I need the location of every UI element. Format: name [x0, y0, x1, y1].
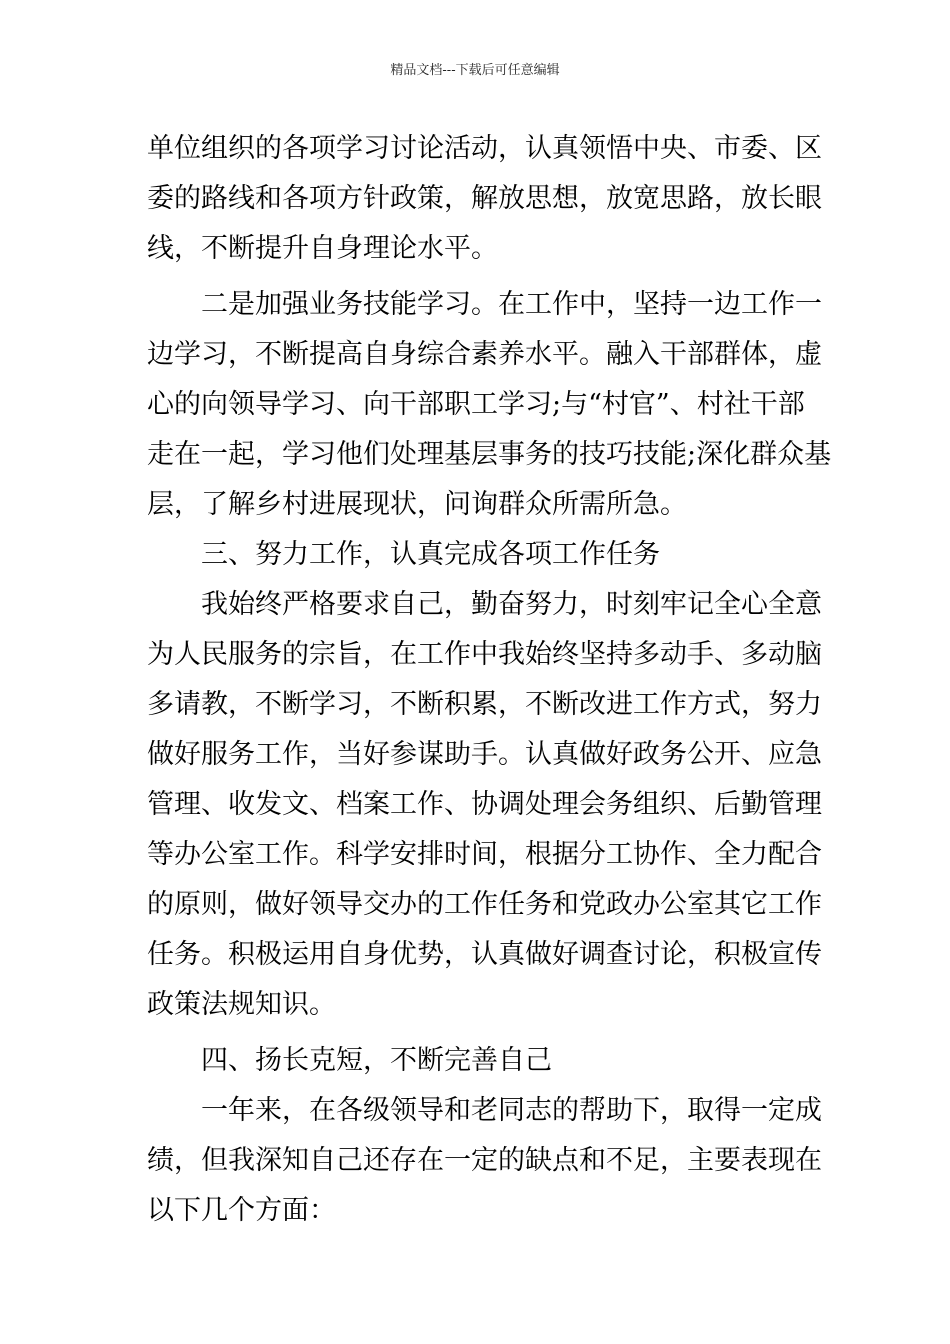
text-line: 心的向领导学习、向干部职工学习;与“村官”、村社干部 [147, 389, 805, 420]
text-line: 以下几个方面： [147, 1195, 336, 1226]
section-heading [147, 1036, 807, 1086]
paragraph [147, 124, 822, 274]
text-line: 单位组织的各项学习讨论活动，认真领悟中央、市委、区 [147, 133, 822, 164]
text-line: 走在一起，学习他们处理基层事务的技巧技能;深化群众基 [147, 439, 832, 470]
text-line: 的原则，做好领导交办的工作任务和党政办公室其它工作 [147, 889, 822, 920]
section-heading [147, 530, 807, 580]
text-line: 任务。积极运用自身优势，认真做好调查讨论，积极宣传 [147, 939, 822, 970]
text-line: 绩，但我深知自己还存在一定的缺点和不足，主要表现在 [147, 1145, 822, 1176]
text-line: 边学习，不断提高自身综合素养水平。融入干部群体，虚 [147, 339, 822, 370]
text-line: 线，不断提升自身理论水平。 [147, 233, 498, 264]
text-line: 四、扬长克短，不断完善自己 [201, 1045, 552, 1076]
page-header: 精品文档---下载后可任意编辑 [390, 63, 560, 78]
paragraph [147, 580, 822, 1030]
text-line: 三、努力工作，认真完成各项工作任务 [201, 539, 660, 570]
text-line: 等办公室工作。科学安排时间，根据分工协作、全力配合 [147, 839, 822, 870]
text-line: 做好服务工作，当好参谋助手。认真做好政务公开、应急 [147, 739, 822, 770]
document-body [147, 124, 832, 1236]
text-line: 委的路线和各项方针政策，解放思想，放宽思路，放长眼 [147, 183, 822, 214]
text-line: 二是加强业务技能学习。在工作中，坚持一边工作一 [201, 289, 822, 320]
text-line: 我始终严格要求自己，勤奋努力，时刻牢记全心全意 [201, 589, 822, 620]
text-line: 多请教，不断学习，不断积累，不断改进工作方式，努力 [147, 689, 822, 720]
text-line: 政策法规知识。 [147, 989, 336, 1020]
text-line: 为人民服务的宗旨，在工作中我始终坚持多动手、多动脑 [147, 639, 822, 670]
paragraph [147, 280, 832, 530]
text-line: 层，了解乡村进展现状，问询群众所需所急。 [147, 489, 687, 520]
text-line: 管理、收发文、档案工作、协调处理会务组织、后勤管理 [147, 789, 822, 820]
paragraph [147, 1086, 822, 1236]
text-line: 一年来，在各级领导和老同志的帮助下，取得一定成 [201, 1095, 822, 1126]
